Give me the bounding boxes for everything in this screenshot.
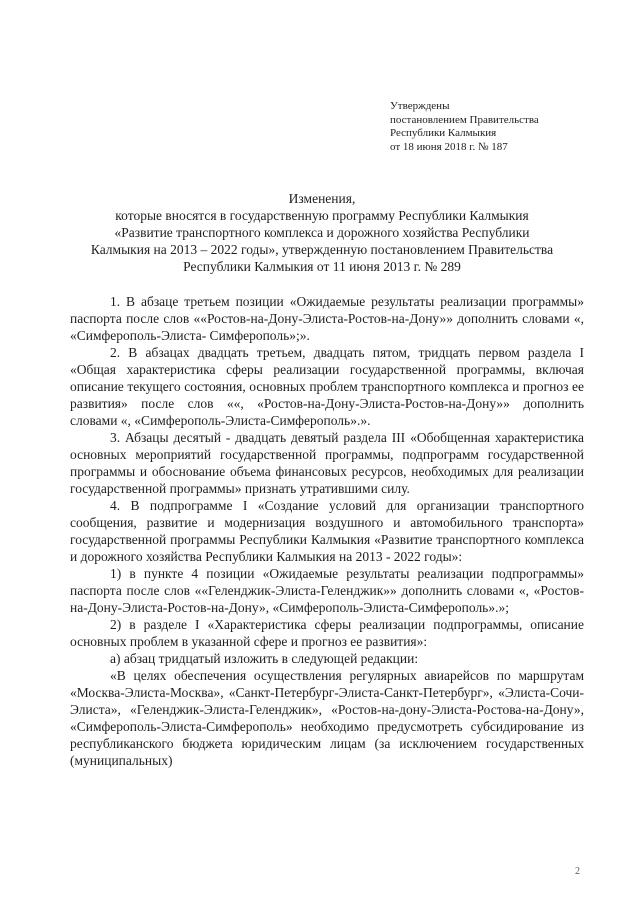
title-line-2: «Развитие транспортного комплекса и дорожного хозяйства Республики	[114, 225, 530, 240]
title-line-1: которые вносятся в государственную программу Республики Калмыкия	[115, 208, 529, 223]
paragraph-5: 1) в пункте 4 позиции «Ожидаемые результаты реализации подпрограммы» паспорта после слов ««Геленджик-Элиста-Геленджик»» дополнить словами «, «Ростов-на-Дону-Элиста-Ростов-на-Дону», «Симферополь-Элиста-Симферополь».»;	[70, 566, 584, 615]
approval-line-1: Утверждены	[390, 100, 450, 112]
paragraph-7: а) абзац тридцатый изложить в следующей редакции:	[110, 651, 419, 666]
document-body	[70, 293, 584, 769]
paragraph-3: 3. Абзацы десятый - двадцать девятый раздела III «Обобщенная характеристика основных мероприятий государственной программы, подпрограмм государственной программы и обоснование объема финансовых ресурсов, необходимых для реализации государственной программы» признать утратившими силу.	[70, 430, 584, 496]
paragraph-2: 2. В абзацах двадцать третьем, двадцать пятом, тридцать первом раздела I «Общая характеристика сферы реализации государственной программы, включая описание текущего состояния, основных проблем транспортного комплекса и прогноз ее развития» после слов ««, «Ростов-на-Дону-Элиста-Ростов-на-Дону»» дополнить словами «, «Симферополь-Элиста-Симферополь».».	[70, 345, 584, 428]
approval-line-3: Республики Калмыкия	[390, 127, 497, 139]
paragraph-4: 4. В подпрограмме I «Создание условий для организации транспортного сообщения, развитие и модернизация воздушного и автомобильного транспорта» государственной программы Республики Калмыкия «Развитие транспортного комплекса и дорожного хозяйства Республики Калмыкия на 2013 - 2022 годы»:	[70, 498, 584, 564]
paragraph-6: 2) в разделе I «Характеристика сферы реализации подпрограммы, описание основных проблем в указанной сфере и прогноз ее развития»:	[70, 617, 584, 649]
paragraph-8: «В целях обеспечения осуществления регулярных авиарейсов по маршрутам «Москва-Элиста-Москва», «Санкт-Петербург-Элиста-Санкт-Петербург», «Элиста-Сочи-Элиста», «Геленджик-Элиста-Геленджик», «Ростов-на-дону-Элиста-Ростова-на-Дону», «Симферополь-Элиста-Симферополь» необходимо предусмотреть субсидирование из республиканского бюджета юридическим лицам (за исключением государственных (муниципальных)	[70, 668, 584, 768]
document-title	[62, 190, 582, 275]
title-line-3: Калмыкия на 2013 – 2022 годы», утвержденную постановлением Правительства	[90, 242, 554, 257]
paragraph-1: 1. В абзаце третьем позиции «Ожидаемые результаты реализации программы» паспорта после слов ««Ростов-на-Дону-Элиста-Ростов-на-Дону»» дополнить словами «, «Симферополь-Элиста- Симферополь»;».	[70, 294, 584, 343]
approval-line-4: от 18 июня 2018 г. № 187	[390, 140, 508, 153]
title-line-4: Республики Калмыкия от 11 июня 2013 г. № 289	[183, 259, 461, 274]
title-heading: Изменения,	[288, 191, 356, 206]
approval-line-2: постановлением Правительства	[390, 113, 539, 126]
page-number: 2	[575, 866, 580, 877]
approval-stamp	[390, 100, 630, 154]
